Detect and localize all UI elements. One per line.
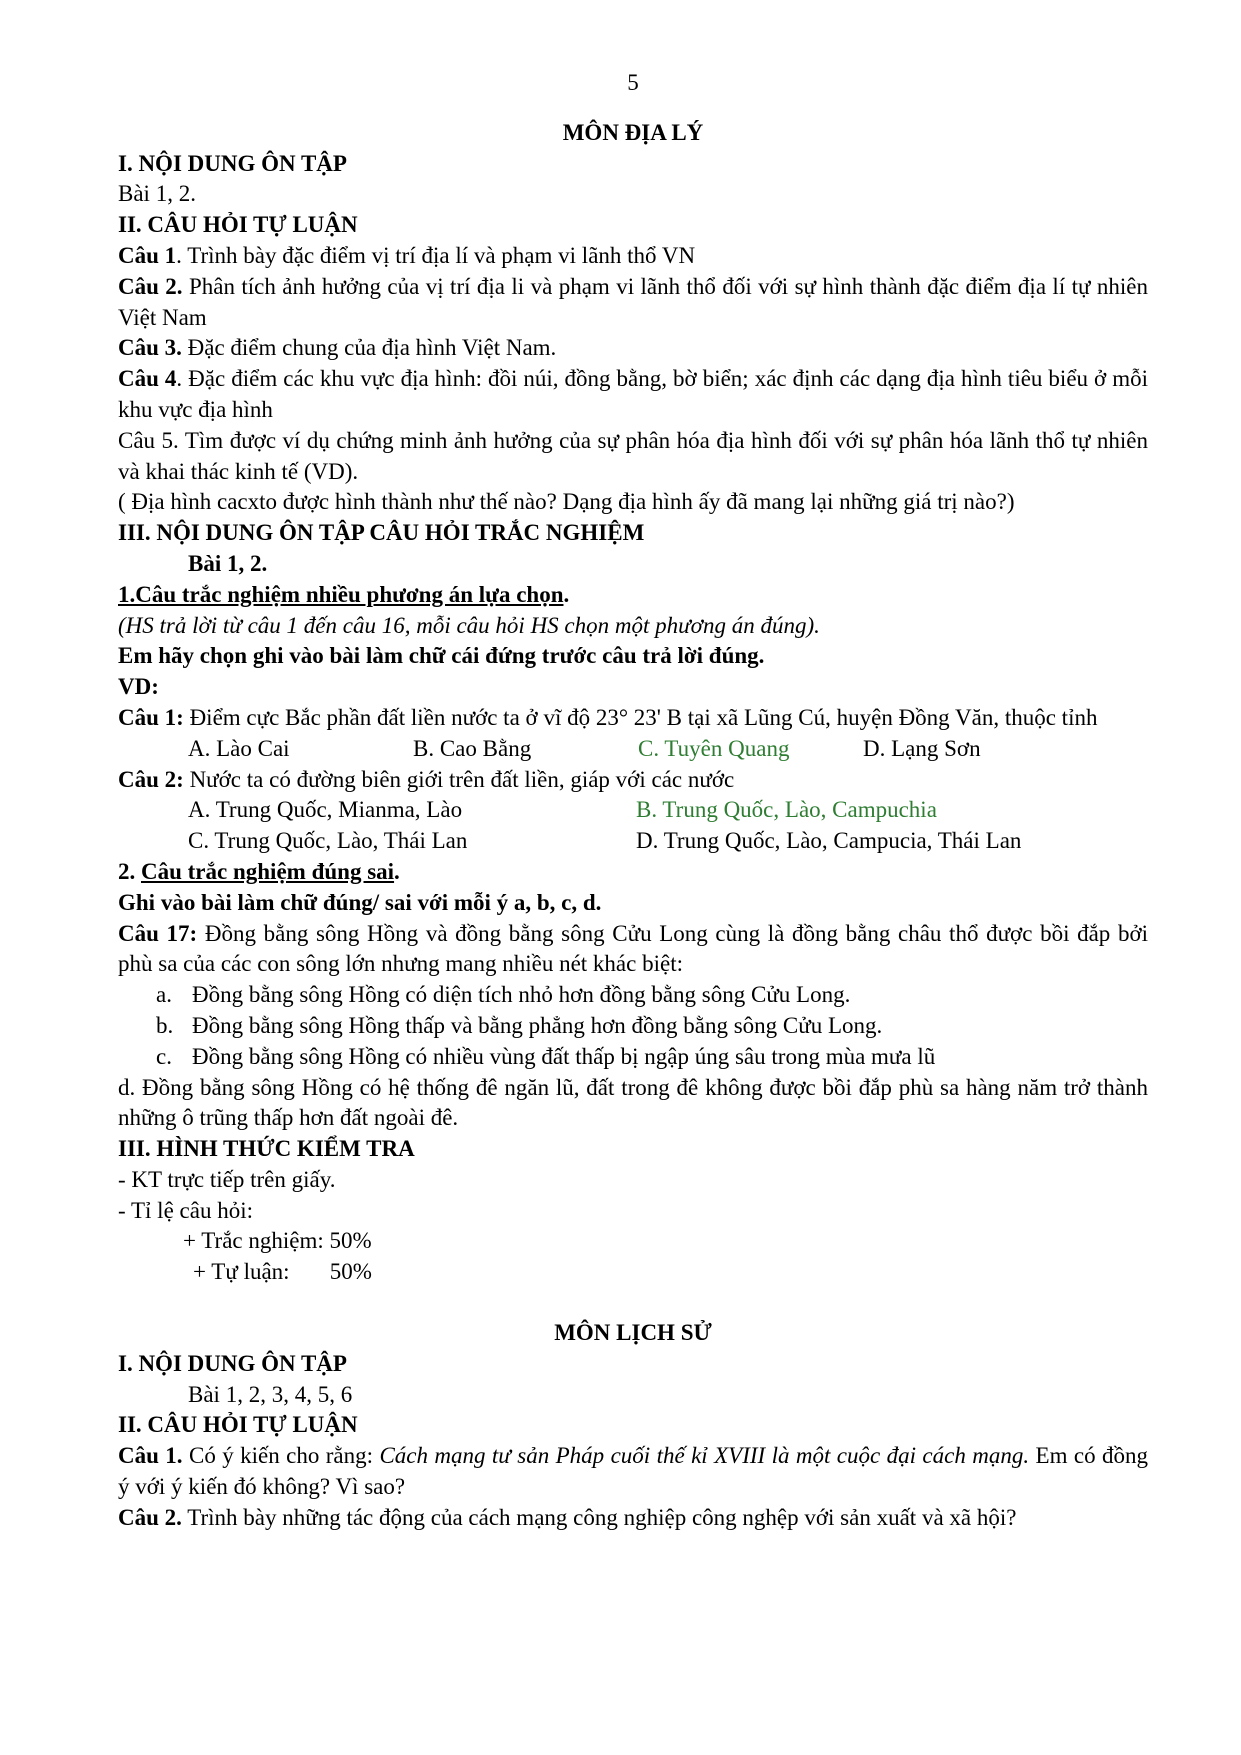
mc-question-2-options-row-1 [118, 795, 1148, 826]
geo-essay-question-1: Câu 1. Trình bày đặc điểm vị trí địa lí và phạm vi lãnh thổ VN [118, 242, 696, 268]
option-b-correct: B. Trung Quốc, Lào, Campuchia [636, 797, 937, 823]
mc-question-1: Câu 1: Điểm cực Bắc phần đất liền nước ta ở vĩ độ 23° 23' B tại xã Lũng Cú, huyện Đồng Văn, thuộc tỉnh [118, 704, 1098, 730]
page-number: 5 [627, 70, 639, 95]
option-c-correct: C. Tuyên Quang [638, 735, 790, 761]
hist-section-1-lessons: Bài 1, 2, 3, 4, 5, 6 [188, 1381, 353, 1407]
geo-section-1-heading: I. NỘI DUNG ÔN TẬP [118, 150, 347, 176]
history-title: MÔN LỊCH SỬ [554, 1320, 712, 1346]
document-page [118, 68, 1148, 1534]
hist-section-1-heading: I. NỘI DUNG ÔN TẬP [118, 1350, 347, 1376]
mc-question-1-options [118, 734, 1148, 765]
geo-section-2-heading: II. CÂU HỎI TỰ LUẬN [118, 212, 358, 238]
geo-section-3-lessons: Bài 1, 2. [188, 550, 268, 576]
geography-title: MÔN ĐỊA LÝ [562, 119, 704, 145]
option-c: C. Trung Quốc, Lào, Thái Lan [188, 828, 468, 854]
hist-essay-question-2: Câu 2. Trình bày những tác động của cách mạng công nghiệp công nghệp với sản xuất và xã hội? [118, 1504, 1017, 1530]
geo-section-1-lessons: Bài 1, 2. [118, 181, 196, 207]
geo-essay-question-3: Câu 3. Đặc điểm chung của địa hình Việt Nam. [118, 335, 557, 361]
geo-section-4-heading: III. HÌNH THỨC KIỂM TRA [118, 1136, 415, 1162]
tf-question-17: Câu 17: Đồng bằng sông Hồng và đồng bằng sông Cửu Long cùng là đồng bằng châu thổ được bồi đắp bởi phù sa của các con sông lớn nhưng mang nhiều nét khác biệt: [118, 920, 1149, 977]
geo-essay-question-4: Câu 4. Đặc điểm các khu vực địa hình: đồi núi, đồng bằng, bờ biển; xác định các dạng địa hình tiêu biểu ở mỗi khu vực địa hình [118, 366, 1148, 422]
exam-ratio-multiple-choice: + Trắc nghiệm: 50% [183, 1228, 372, 1254]
example-label: VD: [118, 674, 159, 700]
hist-essay-question-1: Câu 1. Có ý kiến cho rằng: Cách mạng tư sản Pháp cuối thế kỉ XVIII là một cuộc đại cách mạng. Em có đồng ý với ý kiến đó không? Vì sao? [118, 1443, 1149, 1500]
option-a: A. Lào Cai [188, 735, 290, 761]
geo-section-3-heading: III. NỘI DUNG ÔN TẬP CÂU HỎI TRẮC NGHIỆM [118, 520, 645, 546]
multiple-choice-instruction: Em hãy chọn ghi vào bài làm chữ cái đứng trước câu trả lời đúng. [118, 643, 765, 669]
tf-item-a: a. Đồng bằng sông Hồng có diện tích nhỏ hơn đồng bằng sông Cửu Long. [156, 982, 851, 1008]
option-d: D. Trung Quốc, Lào, Campucia, Thái Lan [636, 828, 1022, 854]
true-false-heading: 2. Câu trắc nghiệm đúng sai. [118, 858, 400, 884]
mc-question-2: Câu 2: Nước ta có đường biên giới trên đất liền, giáp với các nước [118, 766, 735, 792]
exam-ratio-essay: + Tự luận: 50% [193, 1259, 372, 1285]
option-a: A. Trung Quốc, Mianma, Lào [188, 797, 463, 823]
multiple-choice-note: (HS trả lời từ câu 1 đến câu 16, mỗi câu hỏi HS chọn một phương án đúng). [118, 612, 820, 638]
tf-question-17-items [118, 980, 1148, 1072]
tf-item-b: b. Đồng bằng sông Hồng thấp và bằng phẳng hơn đồng bằng sông Cửu Long. [156, 1012, 883, 1038]
tf-item-d: d. Đồng bằng sông Hồng có hệ thống đê ngăn lũ, đất trong đê không được bồi đắp phù sa hàng năm trở thành những ô trũng thấp hơn đất ngoài đê. [118, 1074, 1148, 1131]
multiple-choice-heading: 1.Câu trắc nghiệm nhiều phương án lựa chọn. [118, 581, 570, 607]
geo-essay-question-2: Câu 2. Phân tích ảnh hưởng của vị trí địa li và phạm vi lãnh thổ đối với sự hình thành đặc điểm địa lí tự nhiên Việt Nam [118, 273, 1148, 330]
geo-essay-question-5-extra: ( Địa hình cacxto được hình thành như thế nào? Dạng địa hình ấy đã mang lại những giá trị nào?) [118, 489, 1015, 515]
hist-section-2-heading: II. CÂU HỎI TỰ LUẬN [118, 1412, 358, 1438]
section-spacer [118, 1288, 1148, 1318]
geo-essay-question-5: Câu 5. Tìm được ví dụ chứng minh ảnh hưởng của sự phân hóa địa hình đối với sự phân hóa lãnh thổ tự nhiên và khai thác kinh tế (VD). [118, 427, 1148, 484]
exam-format-line-2: - Tỉ lệ câu hỏi: [118, 1197, 253, 1223]
mc-question-2-options-row-2 [118, 826, 1148, 857]
tf-item-c: c. Đồng bằng sông Hồng có nhiều vùng đất thấp bị ngập úng sâu trong mùa mưa lũ [156, 1043, 936, 1069]
true-false-instruction: Ghi vào bài làm chữ đúng/ sai với mỗi ý a, b, c, d. [118, 889, 602, 915]
exam-format-line-1: - KT trực tiếp trên giấy. [118, 1166, 336, 1192]
option-d: D. Lạng Sơn [863, 735, 981, 761]
option-b: B. Cao Bằng [413, 735, 532, 761]
